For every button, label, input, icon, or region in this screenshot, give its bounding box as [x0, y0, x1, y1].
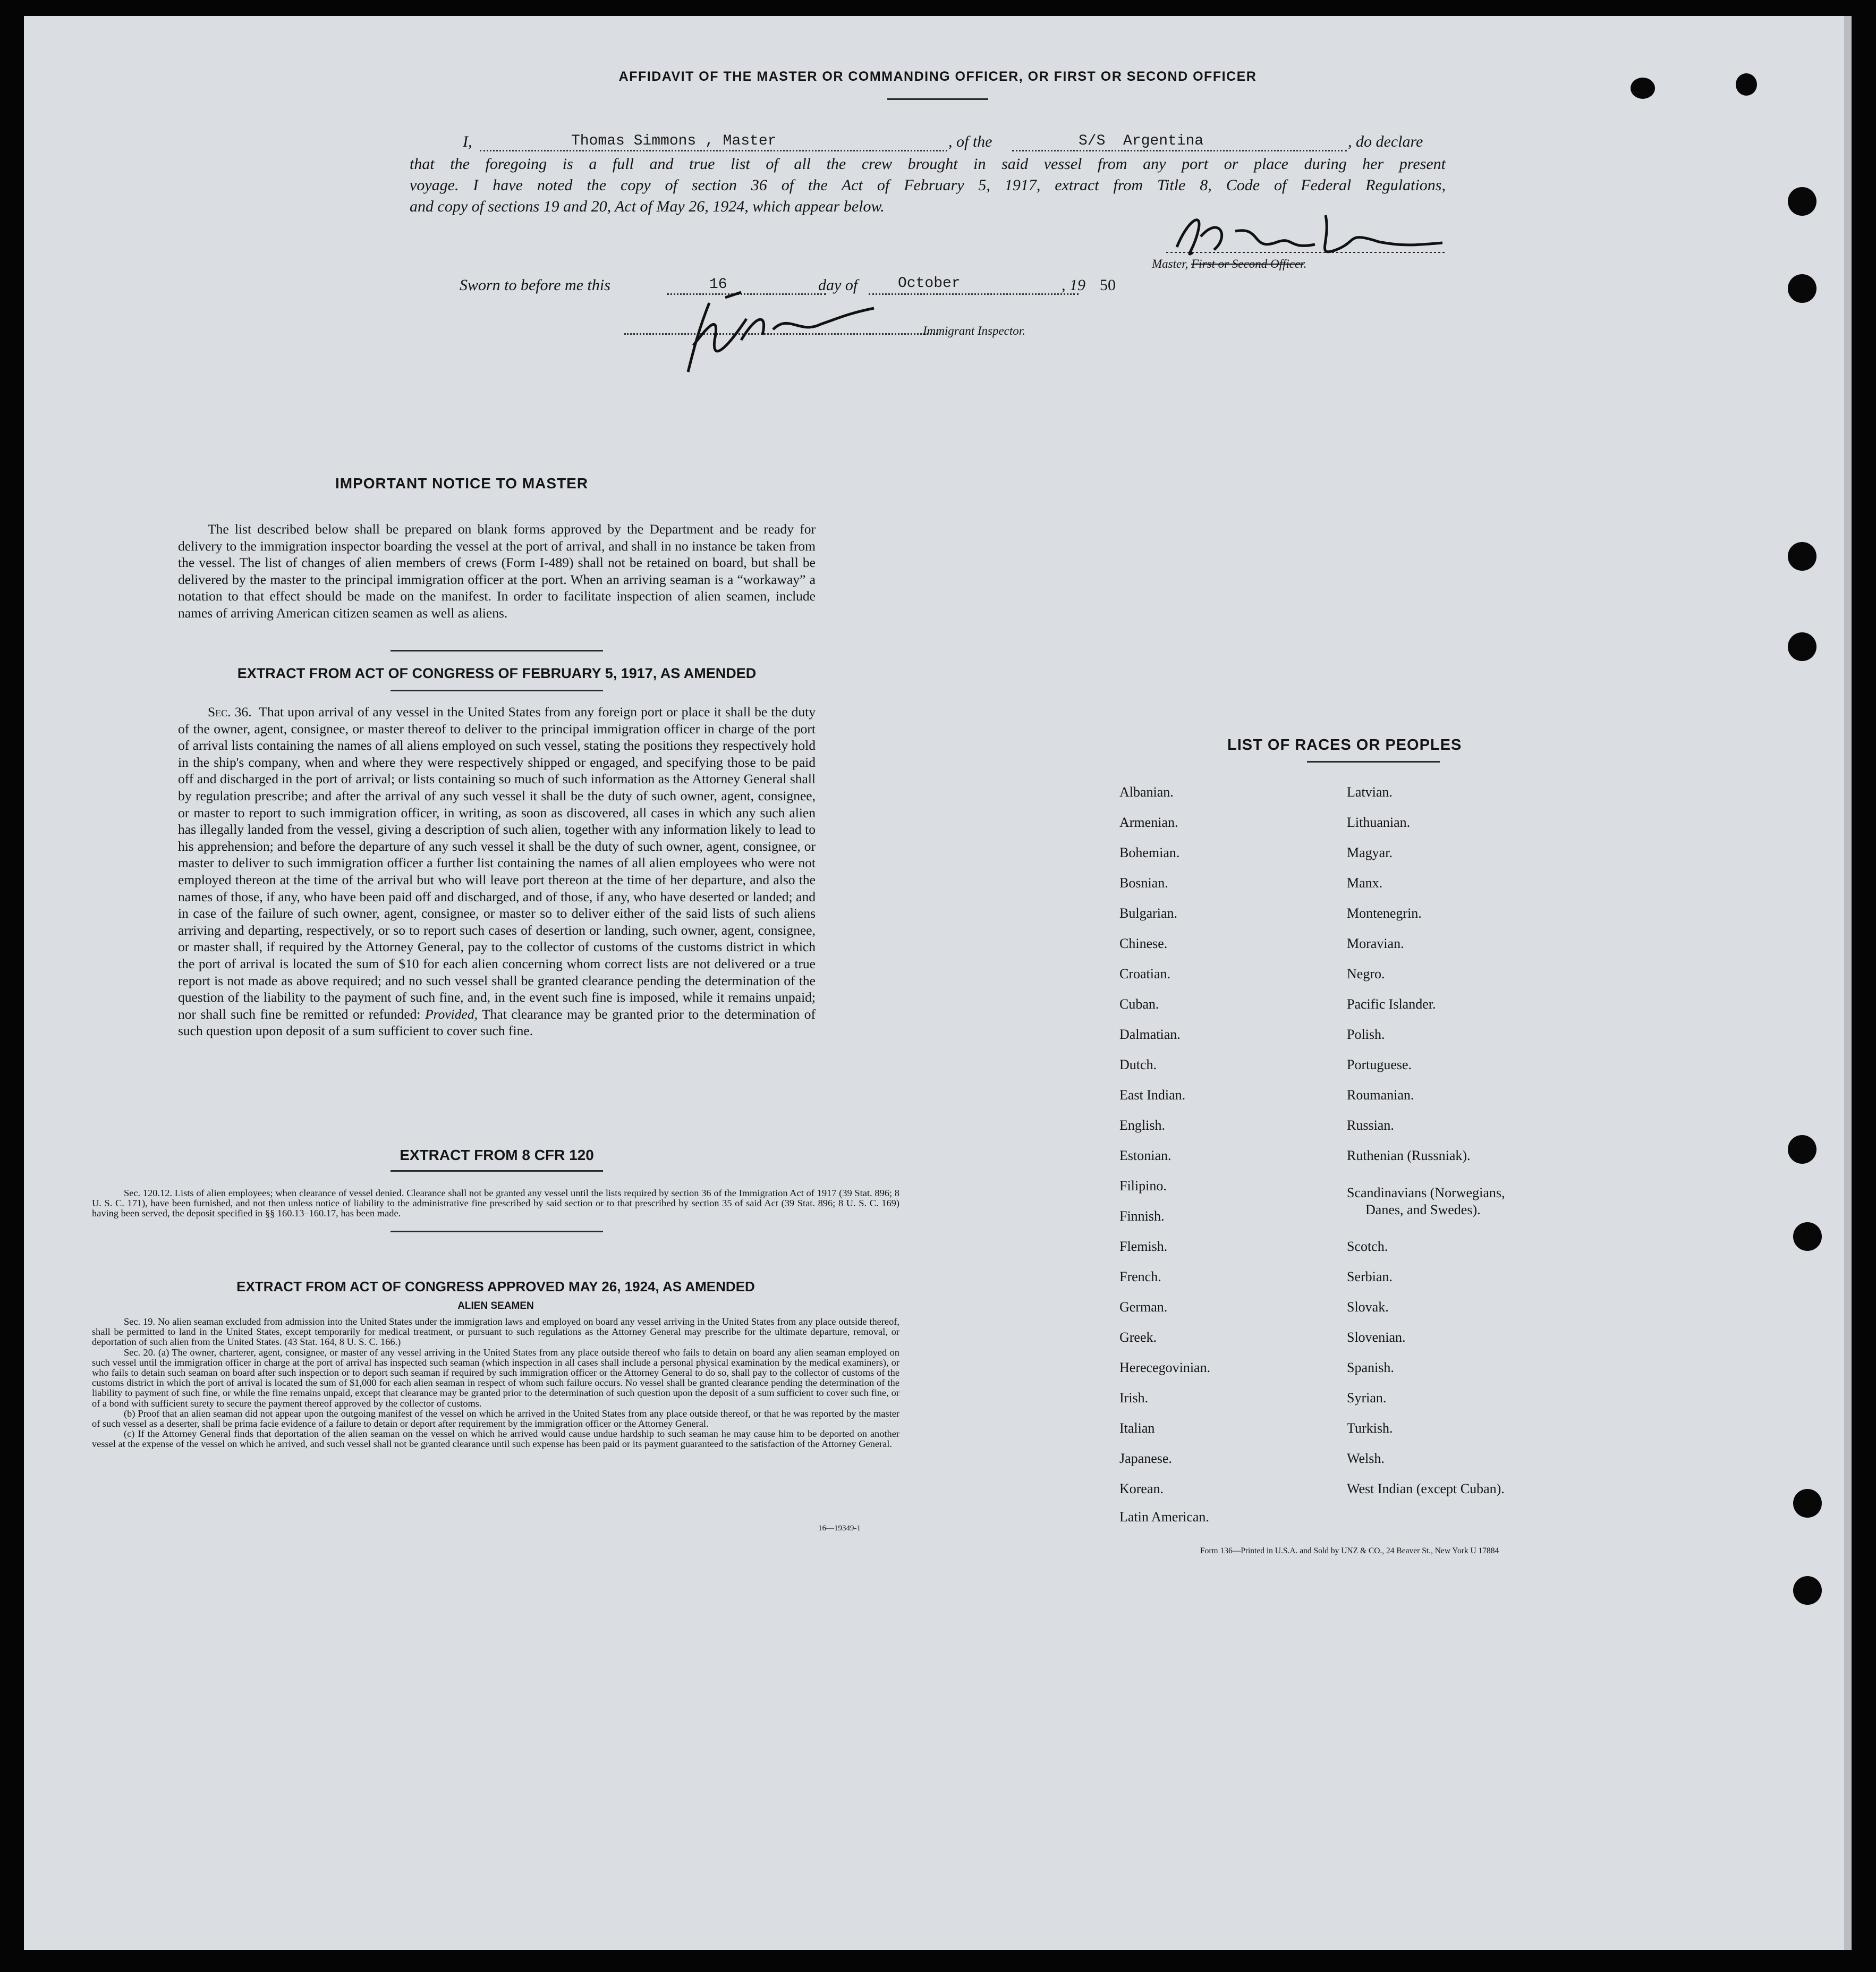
vessel-line — [1012, 150, 1347, 151]
affidavit-line4: and copy of sections 19 and 20, Act of May 26, 1924, which appear below. — [410, 198, 885, 215]
manifest-sheet — [24, 16, 1852, 1950]
race-item: Slovenian. — [1347, 1330, 1406, 1345]
master-caption-label: Master, — [1152, 257, 1189, 270]
race-item: English. — [1119, 1118, 1165, 1133]
race-item: French. — [1119, 1269, 1161, 1284]
race-item: Latvian. — [1347, 784, 1393, 800]
race-item: Greek. — [1119, 1330, 1157, 1345]
race-item: Bohemian. — [1119, 845, 1180, 860]
section-rule — [391, 650, 603, 651]
sec-20a-text: Sec. 20. (a) The owner, charterer, agent, consignee, or master of any vessel arriving in the United States from any place outside thereof who fails to detain on board any alien seaman employed on such vessel until the immigration officer in charge at the port of arrival has inspected such seaman (which inspection in all cases shall include a personal physical examination by the medical examiners), or who fails to detain such seaman on board after such inspection or to deport such seaman if required by such immigration officer or the Attorney General to do so, shall pay to the collector of customs of the customs district in which the port of arrival is located the sum of $1,000 for each alien seaman in respect of whom such failure occurs. No vessel shall be granted clearance pending the determination of the liability to payment of such fine, or while the fine remains unpaid, except that clearance may be granted prior to the determination of such question upon the deposit of a sum sufficient to cover such fine, or of a bond with sufficient surety to secure the payment thereof approved by the collector of customs. — [92, 1347, 899, 1409]
race-item: Armenian. — [1119, 815, 1178, 830]
punch-hole — [1788, 274, 1816, 303]
race-item: Polish. — [1347, 1027, 1385, 1042]
race-item: Negro. — [1347, 966, 1385, 981]
race-item: Japanese. — [1119, 1451, 1172, 1466]
race-item: Manx. — [1347, 875, 1383, 891]
affidavit-line3: voyage. I have noted the copy of section 36 of the Act of February 5, 1917, extract from Title 8, Code of Federal Regulations, — [410, 176, 1446, 194]
affidavit-i-label: I, — [463, 133, 472, 150]
race-item: Serbian. — [1347, 1269, 1393, 1284]
affidavit-line2: that the foregoing is a full and true list of all the crew brought in said vessel from any port or place during her present — [410, 155, 1446, 173]
race-item: Welsh. — [1347, 1451, 1385, 1466]
master-name-line — [480, 150, 947, 151]
cfr-title: EXTRACT FROM 8 CFR 120 — [400, 1147, 594, 1163]
race-item: Russian. — [1347, 1118, 1394, 1133]
race-item: Lithuanian. — [1347, 815, 1411, 830]
affidavit-heading: AFFIDAVIT OF THE MASTER OR COMMANDING OFFICER, OR FIRST OR SECOND OFFICER — [618, 69, 1257, 84]
do-declare-label: , do declare — [1348, 133, 1423, 150]
punch-hole — [1788, 187, 1816, 216]
race-item: Dutch. — [1119, 1057, 1157, 1072]
race-item: Latin American. — [1119, 1509, 1209, 1525]
vessel-name-field: S/S Argentina — [1079, 133, 1204, 149]
races-title: LIST OF RACES OR PEOPLES — [1227, 737, 1462, 754]
printer-imprint: Form 136—Printed in U.S.A. and Sold by UNZ & CO., 24 Beaver St., New York U 17884 — [1200, 1546, 1499, 1555]
punch-hole — [1788, 542, 1816, 571]
race-item: Magyar. — [1347, 845, 1393, 860]
punch-hole — [1793, 1489, 1822, 1518]
sheet-edge — [1844, 16, 1852, 1950]
race-item: Flemish. — [1119, 1239, 1168, 1254]
inspector-signature — [661, 282, 885, 377]
extract-1924-title: EXTRACT FROM ACT OF CONGRESS APPROVED MAY 26, 1924, AS AMENDED — [236, 1279, 755, 1294]
race-item: Italian — [1119, 1420, 1155, 1436]
heading-rule — [887, 98, 988, 100]
race-item: Bosnian. — [1119, 875, 1168, 891]
sworn-month-line — [869, 293, 1079, 295]
extract-1917-title: EXTRACT FROM ACT OF CONGRESS OF FEBRUARY 5, 1917, AS AMENDED — [237, 665, 757, 681]
race-item: East Indian. — [1119, 1087, 1186, 1103]
inspector-caption: Immigrant Inspector. — [923, 324, 1025, 337]
race-item: Slovak. — [1347, 1299, 1389, 1315]
extract-1924-body — [92, 1317, 899, 1450]
race-item: Ruthenian (Russniak). — [1347, 1148, 1471, 1163]
section-rule — [391, 690, 603, 691]
race-item: Danes, and Swedes). — [1365, 1202, 1481, 1217]
punch-hole — [1788, 632, 1816, 661]
of-the-label: , of the — [948, 133, 992, 150]
race-item: Estonian. — [1119, 1148, 1172, 1163]
section-rule — [391, 1231, 603, 1232]
sec-19-text: Sec. 19. No alien seaman excluded from admission into the United States under the immigration laws and employed on board any vessel arriving in the United States from any place outside thereof, shall be permitted to land in the United States, except temporarily for medical treatment, or pursuant to such regulations as the Attorney General may prescribe for the ultimate departure, removal, or deportation of such alien from the United States. (43 Stat. 164, 8 U. S. C. 166.) — [92, 1316, 899, 1348]
form-number: 16—19349-1 — [818, 1524, 861, 1533]
proviso-text: That clearance may be granted prior to the determination of such question upon deposit of a sum sufficient to cover such fine. — [178, 1006, 816, 1039]
punch-hole — [1793, 1576, 1822, 1605]
section-rule — [391, 1170, 603, 1172]
race-item: Montenegrin. — [1347, 905, 1422, 921]
race-item: Cuban. — [1119, 996, 1159, 1012]
master-caption — [1152, 257, 1306, 271]
sec-20b-text: (b) Proof that an alien seaman did not appear upon the outgoing manifest of the vessel on which he arrived in the United States from any place outside thereof, or that he was reported by the master of such vessel as a deserter, shall be prima facie evidence of a failure to detain or deport after requirement by the immigration officer or the Attorney General. — [92, 1408, 899, 1429]
race-item: Spanish. — [1347, 1360, 1394, 1375]
race-item: Roumanian. — [1347, 1087, 1414, 1103]
sworn-year-field: 50 — [1100, 276, 1116, 294]
race-item: Albanian. — [1119, 784, 1174, 800]
proviso-label: Provided, — [425, 1006, 478, 1022]
punch-hole — [1788, 1135, 1816, 1164]
sec-20c-text: (c) If the Attorney General finds that deportation of the alien seaman on the vessel on which he arrived would cause undue hardship to such seaman he may cause him to be deported on another vessel at the expense of the vessel on which he arrived, and such vessel shall not be granted clearance until such expense has been paid or its payment guaranteed to the satisfaction of the Attorney General. — [92, 1428, 899, 1450]
notice-body: The list described below shall be prepared on blank forms approved by the Department and be ready for delivery to the immigration inspector boarding the vessel at the port of arrival, and shall in no instance be taken from the vessel. The list of changes of alien members of crews (Form I-489) shall not be retained on board, but shall be delivered by the master to the principal immigration officer at the port. When an arriving seaman is a “workaway” a notation to that effect should be made on the manifest. In order to facilitate inspection of alien seamen, include names of arriving American citizen seamen as well as aliens. — [178, 521, 816, 621]
race-item: German. — [1119, 1299, 1168, 1315]
day-of-label: day of — [818, 276, 858, 294]
sec-36-label: Sec. 36. — [208, 704, 252, 720]
race-item: Herecegovinian. — [1119, 1360, 1211, 1375]
race-item: Irish. — [1119, 1390, 1149, 1406]
race-item: Moravian. — [1347, 936, 1404, 951]
sec-36-text: That upon arrival of any vessel in the United States from any foreign port or place it shall be the duty of the owner, agent, consignee, or master thereof to deliver to the principal immigration officer in charge of the port of arrival lists containing the names of all aliens employed on such vessel, stating the positions they respectively hold in the ship's company, when and where they were respectively shipped or engaged, and specifying those to be paid off and discharged in the port of arrival; or lists containing so much of such information as the Attorney General shall by regulation prescribe; and after the arrival of any such vessel it shall be the duty of such owner, agent, consignee, or master to report to such immigration officer, in writing, as soon as discovered, all cases in which any such alien has illegally landed from the vessel, giving a description of such alien, together with any information likely to lead to his apprehension; and before the departure of any such vessel it shall be the duty of such owner, agent, consignee, or master to deliver to such immigration officer a further list containing the names of all alien employees who were not employed thereon at the time of the arrival but who will leave port thereon at the time of her departure, and also the names of those, if any, who have been paid off and discharged, and of those, if any, who have deserted or landed; and in case of the failure of such owner, agent, consignee, or master so to deliver either of the said lists of such aliens arriving and departing, respectively, or so to report such cases of desertion or landing, such owner, agent, consignee, or master shall, if required by the Attorney General, pay to the collector of customs of the customs district in which the port of arrival is located the sum of $10 for each alien concerning whom correct lists are not delivered or a true report is not made as above required; and no such vessel shall be granted clearance pending the determination of the question of the liability to the payment of such fine, and, in the event such fine is imposed, while it remains unpaid; nor shall such fine be remitted or refunded: — [178, 704, 816, 1022]
sworn-month-field: October — [898, 275, 961, 292]
race-item: Finnish. — [1119, 1208, 1165, 1224]
race-item: Filipino. — [1119, 1178, 1167, 1194]
notice-title: IMPORTANT NOTICE TO MASTER — [335, 475, 589, 492]
master-caption-end: . — [1303, 257, 1307, 270]
extract-1917-body — [178, 704, 816, 1039]
races-rule — [1307, 761, 1440, 763]
race-item: Croatian. — [1119, 966, 1171, 981]
race-item: Dalmatian. — [1119, 1027, 1181, 1042]
race-item: Scandinavians (Norwegians, — [1347, 1185, 1505, 1200]
race-item: West Indian (except Cuban). — [1347, 1481, 1505, 1496]
race-item: Scotch. — [1347, 1239, 1388, 1254]
race-item: Chinese. — [1119, 936, 1168, 951]
race-item: Korean. — [1119, 1481, 1164, 1496]
race-item: Portuguese. — [1347, 1057, 1412, 1072]
year-prefix-label: , 19 — [1062, 276, 1085, 294]
sworn-day-field: 16 — [709, 276, 727, 293]
race-item: Syrian. — [1347, 1390, 1387, 1406]
alien-seamen-subtitle: ALIEN SEAMEN — [457, 1300, 534, 1311]
punch-hole — [1793, 1222, 1822, 1251]
race-item: Bulgarian. — [1119, 905, 1178, 921]
sworn-label: Sworn to before me this — [460, 276, 610, 294]
cfr-body: Sec. 120.12. Lists of alien employees; when clearance of vessel denied. Clearance shall not be granted any vessel until the lists required by section 36 of the Immigration Act of 1917 (39 Stat. 896; 8 U. S. C. 171), have been furnished, and not then unless notice of liability to the administrative fine prescribed by said section or to that prescribed by section 35 of said Act (39 Stat. 896; 8 U. S. C. 169) having been served, the deposit specified in §§ 160.13–160.17, has been made. — [92, 1188, 899, 1219]
race-item: Pacific Islander. — [1347, 996, 1436, 1012]
race-item: Turkish. — [1347, 1420, 1393, 1436]
master-name-field: Thomas Simmons , Master — [571, 133, 777, 149]
master-caption-struck: First or Second Officer — [1191, 257, 1304, 270]
